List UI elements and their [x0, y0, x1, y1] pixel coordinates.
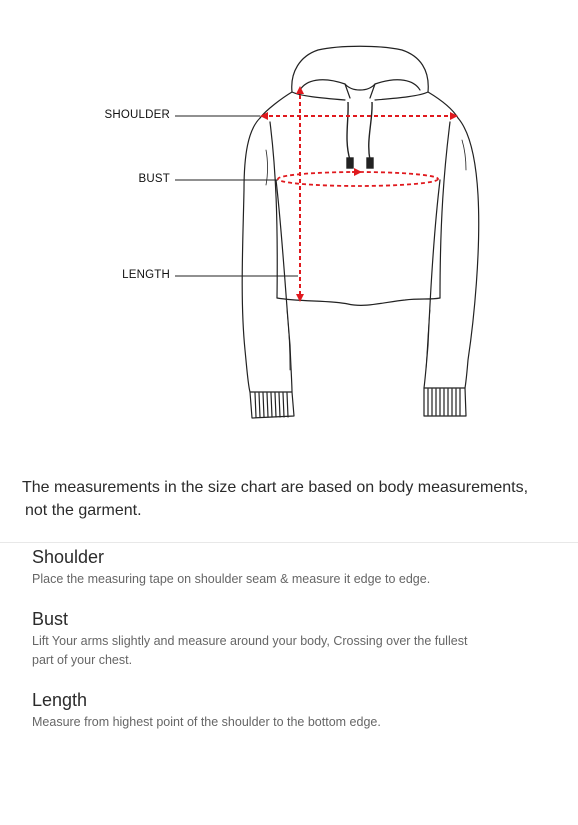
definition-title: Bust [32, 609, 69, 629]
definition-shoulder [32, 546, 532, 589]
definition-length [32, 689, 532, 732]
size-chart-intro [22, 476, 567, 522]
definition-text: Place the measuring tape on shoulder seam & measure it edge to edge. [32, 572, 431, 586]
shoulder-label: SHOULDER [104, 109, 170, 121]
definition-text-line-1: Lift Your arms slightly and measure around your body, Crossing over the fullest [32, 634, 468, 648]
definition-text-line-2: part of your chest. [32, 653, 133, 667]
hoodie-icon [242, 46, 479, 418]
definition-title: Length [32, 690, 88, 710]
definition-bust [32, 608, 532, 670]
label-pointer-lines [175, 116, 298, 276]
measurement-guides [262, 88, 456, 300]
length-label: LENGTH [122, 269, 170, 281]
definition-text [32, 632, 532, 670]
intro-line-2: not the garment. [25, 502, 142, 519]
bust-label: BUST [138, 173, 170, 185]
bust-measure-ellipse [278, 172, 438, 186]
section-divider [0, 542, 578, 543]
intro-line-1: The measurements in the size chart are based on body measurements, [22, 479, 529, 496]
definition-text: Measure from highest point of the shoulder to the bottom edge. [32, 715, 381, 729]
definition-title: Shoulder [32, 547, 105, 567]
drawstring-icon [347, 102, 373, 168]
